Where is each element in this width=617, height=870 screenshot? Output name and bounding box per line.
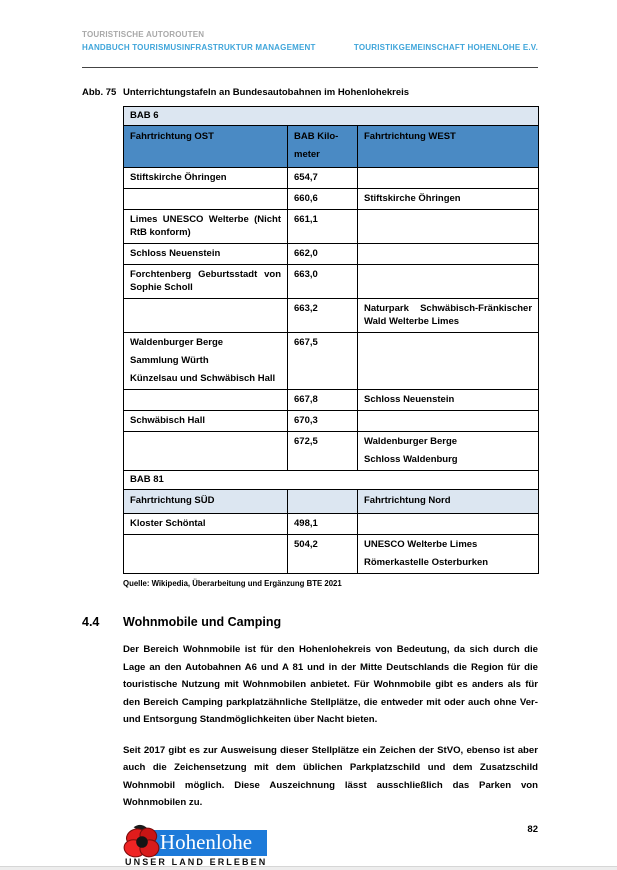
page-bottom-edge [0, 866, 617, 870]
table-row [124, 265, 539, 299]
cell-direction-east: Forchtenberg Geburtsstadt von Sophie Scholl [124, 265, 288, 299]
cell-kilometer: 660,6 [288, 189, 358, 210]
header-divider [82, 67, 538, 68]
logo-tagline: UNSER LAND ERLEBEN [125, 856, 268, 867]
table-section-title-row [124, 107, 539, 126]
cell-kilometer: 498,1 [288, 514, 358, 535]
poppy-flower-icon [123, 823, 161, 861]
cell-direction-east [124, 535, 288, 574]
table-row [124, 535, 539, 574]
cell-direction-west: Naturpark Schwäbisch-Fränkischer Wald Welterbe Limes [358, 299, 539, 333]
header-organization: TOURISTIKGEMEINSCHAFT HOHENLOHE E.V. [353, 43, 538, 52]
document-header [82, 28, 538, 54]
hohenlohe-logo [123, 830, 273, 867]
body-paragraph-1: Der Bereich Wohnmobile ist für den Hohenlohekreis von Bedeutung, da sich durch die Lage an den Autobahnen A6 und A 81 und in der Mitte Deutschlands die Region für die touristische Nutzung mit Wohnmobilen anbietet. Für Wohnmobile gibt es anders als für den Bereich Camping parkplatzähnliche Stellplätze, die entweder mit oder auch ohne Ver- und Entsorgung Standmöglichkeiten über Nacht bieten. [123, 644, 538, 725]
cell-kilometer: 672,5 [288, 432, 358, 471]
cell-direction-east: Limes UNESCO Welterbe (Nicht RtB konform) [124, 210, 288, 244]
table-row [124, 244, 539, 265]
column-header [288, 490, 358, 514]
header-series-title: TOURISTISCHE AUTOROUTEN [82, 30, 205, 39]
table-row [124, 411, 539, 432]
cell-kilometer: 667,8 [288, 390, 358, 411]
cell-direction-west: Stiftskirche Öhringen [358, 189, 539, 210]
column-header: Fahrtrichtung Nord [358, 490, 539, 514]
cell-direction-west: UNESCO Welterbe Limes Römerkastelle Osterburken [358, 535, 539, 574]
table-row [124, 299, 539, 333]
table-row [124, 390, 539, 411]
cell-direction-east: Kloster Schöntal [124, 514, 288, 535]
cell-kilometer: 662,0 [288, 244, 358, 265]
table-row [124, 514, 539, 535]
cell-direction-east: Schloss Neuenstein [124, 244, 288, 265]
table-column-header-row [124, 490, 539, 514]
body-paragraph-2: Seit 2017 gibt es zur Ausweisung dieser Stellplätze ein Zeichen der StVO, ebenso ist aber auch die Zeichensetzung mit dem üblichen Parkplatzschild und dem Zusatzschild Wohnmobil möglich. Diese Auszeichnung lässt ausschließlich das Parken von Wohnmobilen zu. [123, 744, 538, 808]
cell-kilometer: 667,5 [288, 333, 358, 390]
cell-direction-east [124, 390, 288, 411]
cell-direction-east [124, 432, 288, 471]
header-handbook-title: HANDBUCH TOURISMUSINFRASTRUKTUR MANAGEMENT [82, 43, 316, 52]
cell-direction-west [358, 265, 539, 299]
cell-kilometer: 663,2 [288, 299, 358, 333]
cell-direction-west [358, 244, 539, 265]
page-footer [123, 824, 538, 867]
page-number: 82 [527, 823, 538, 835]
figure-label: Abb. 75 [82, 87, 117, 98]
figure-caption: Unterrichtungstafeln an Bundesautobahnen im Hohenlohekreis [123, 87, 410, 98]
logo-wordmark: Hohenlohe [145, 830, 267, 856]
cell-direction-east: Schwäbisch Hall [124, 411, 288, 432]
cell-direction-west [358, 210, 539, 244]
column-header: BAB Kilo- meter [288, 126, 358, 168]
cell-kilometer: 670,3 [288, 411, 358, 432]
figure-caption-row [82, 87, 538, 98]
table-row [124, 432, 539, 471]
cell-kilometer: 663,0 [288, 265, 358, 299]
section-heading [82, 615, 538, 629]
cell-direction-east: Waldenburger Berge Sammlung Würth Künzelsau und Schwäbisch Hall [124, 333, 288, 390]
table-source: Quelle: Wikipedia, Überarbeitung und Ergänzung BTE 2021 [123, 579, 342, 588]
cell-direction-east [124, 299, 288, 333]
cell-direction-west [358, 333, 539, 390]
table-row [124, 333, 539, 390]
table-section-title-row [124, 471, 539, 490]
table-row [124, 168, 539, 189]
cell-kilometer: 654,7 [288, 168, 358, 189]
table-section-title: BAB 81 [124, 471, 539, 490]
cell-direction-west [358, 168, 539, 189]
table-column-header-row [124, 126, 539, 168]
unterrichtungstafeln-table [123, 106, 539, 574]
table-row [124, 210, 539, 244]
column-header: Fahrtrichtung SÜD [124, 490, 288, 514]
column-header: Fahrtrichtung OST [124, 126, 288, 168]
cell-direction-east: Stiftskirche Öhringen [124, 168, 288, 189]
cell-direction-west [358, 514, 539, 535]
cell-direction-east [124, 189, 288, 210]
table-section-title: BAB 6 [124, 107, 539, 126]
cell-direction-west: Schloss Neuenstein [358, 390, 539, 411]
column-header: Fahrtrichtung WEST [358, 126, 539, 168]
cell-direction-west: Waldenburger Berge Schloss Waldenburg [358, 432, 539, 471]
section-title: Wohnmobile und Camping [123, 615, 282, 629]
cell-kilometer: 661,1 [288, 210, 358, 244]
cell-kilometer: 504,2 [288, 535, 358, 574]
table-row [124, 189, 539, 210]
section-number: 4.4 [82, 615, 100, 629]
cell-direction-west [358, 411, 539, 432]
